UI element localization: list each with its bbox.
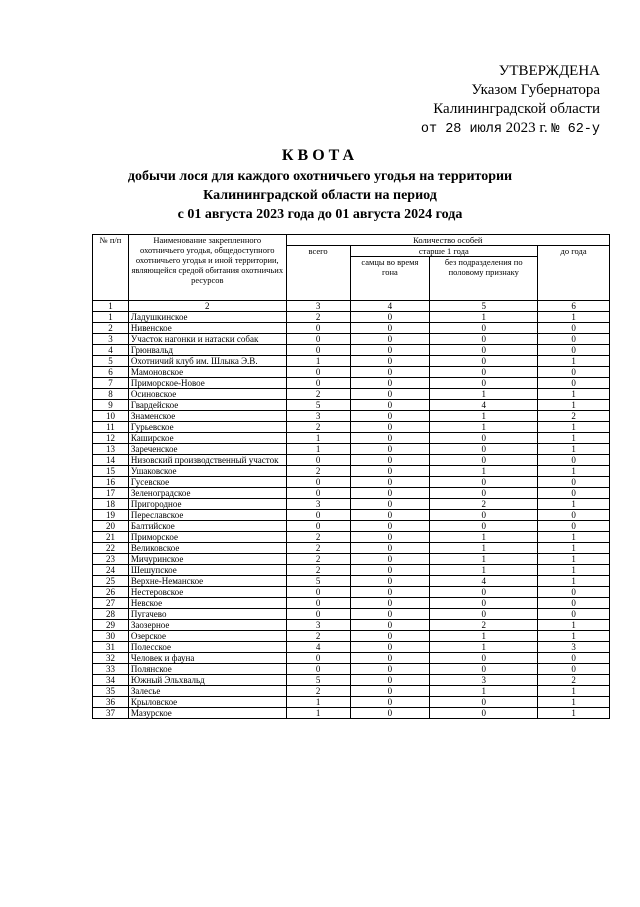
row-nosex: 0 <box>430 521 538 532</box>
table-row <box>93 609 610 620</box>
row-nosex: 1 <box>430 565 538 576</box>
row-num: 32 <box>93 653 129 664</box>
row-name: Гусевское <box>128 477 286 488</box>
row-males: 0 <box>350 466 430 477</box>
approval-line3: Калининградской области <box>433 101 600 117</box>
row-nosex: 0 <box>430 378 538 389</box>
table-row <box>93 334 610 345</box>
row-nosex: 1 <box>430 411 538 422</box>
row-males: 0 <box>350 543 430 554</box>
table-row <box>93 543 610 554</box>
row-males: 0 <box>350 367 430 378</box>
table-row <box>93 598 610 609</box>
row-nosex: 2 <box>430 620 538 631</box>
row-total: 0 <box>286 345 350 356</box>
row-males: 0 <box>350 521 430 532</box>
header-num: № п/п <box>93 235 129 301</box>
header-males: самцы во время гона <box>350 257 430 301</box>
row-num: 33 <box>93 664 129 675</box>
title-line3: Калининградской области на период <box>203 188 437 203</box>
row-num: 35 <box>93 686 129 697</box>
row-name: Низовский производственный участок <box>128 455 286 466</box>
row-num: 25 <box>93 576 129 587</box>
row-total: 2 <box>286 389 350 400</box>
row-nosex: 0 <box>430 510 538 521</box>
row-total: 3 <box>286 620 350 631</box>
row-name: Человек и фауна <box>128 653 286 664</box>
row-name: Гвардейское <box>128 400 286 411</box>
row-males: 0 <box>350 587 430 598</box>
row-males: 0 <box>350 653 430 664</box>
row-total: 0 <box>286 323 350 334</box>
table-row <box>93 323 610 334</box>
row-young: 1 <box>538 466 610 477</box>
row-young: 1 <box>538 620 610 631</box>
row-nosex: 1 <box>430 312 538 323</box>
row-nosex: 0 <box>430 433 538 444</box>
table-row <box>93 477 610 488</box>
table-row <box>93 510 610 521</box>
row-young: 1 <box>538 532 610 543</box>
row-young: 1 <box>538 312 610 323</box>
column-number: 1 <box>93 301 129 312</box>
table-row <box>93 466 610 477</box>
row-total: 0 <box>286 367 350 378</box>
column-number: 3 <box>286 301 350 312</box>
row-males: 0 <box>350 642 430 653</box>
row-young: 1 <box>538 543 610 554</box>
table-row <box>93 488 610 499</box>
table-row <box>93 367 610 378</box>
table-row <box>93 642 610 653</box>
row-nosex: 0 <box>430 323 538 334</box>
row-males: 0 <box>350 400 430 411</box>
row-total: 0 <box>286 378 350 389</box>
row-males: 0 <box>350 378 430 389</box>
quota-table <box>92 234 610 719</box>
row-name: Гурьевское <box>128 422 286 433</box>
approval-line1: УТВЕРЖДЕНА <box>498 63 600 79</box>
row-name: Полесское <box>128 642 286 653</box>
row-nosex: 0 <box>430 609 538 620</box>
row-young: 1 <box>538 389 610 400</box>
row-name: Заозерное <box>128 620 286 631</box>
row-total: 2 <box>286 565 350 576</box>
header-older: старше 1 года <box>350 246 538 257</box>
row-males: 0 <box>350 455 430 466</box>
table-row <box>93 620 610 631</box>
row-nosex: 0 <box>430 598 538 609</box>
row-young: 1 <box>538 565 610 576</box>
row-young: 1 <box>538 400 610 411</box>
row-nosex: 1 <box>430 554 538 565</box>
row-total: 0 <box>286 521 350 532</box>
row-name: Верхне-Неманское <box>128 576 286 587</box>
row-name: Переславское <box>128 510 286 521</box>
row-num: 11 <box>93 422 129 433</box>
row-name: Знаменское <box>128 411 286 422</box>
table-body <box>93 312 610 719</box>
table-row <box>93 455 610 466</box>
row-males: 0 <box>350 499 430 510</box>
column-number: 4 <box>350 301 430 312</box>
row-young: 3 <box>538 642 610 653</box>
row-young: 1 <box>538 686 610 697</box>
table-row <box>93 345 610 356</box>
row-nosex: 0 <box>430 356 538 367</box>
row-males: 0 <box>350 422 430 433</box>
row-name: Приморское-Новое <box>128 378 286 389</box>
column-number: 6 <box>538 301 610 312</box>
row-nosex: 1 <box>430 422 538 433</box>
table-row <box>93 664 610 675</box>
column-number: 5 <box>430 301 538 312</box>
row-name: Зареченское <box>128 444 286 455</box>
row-total: 3 <box>286 411 350 422</box>
row-total: 2 <box>286 466 350 477</box>
row-young: 0 <box>538 367 610 378</box>
table-row <box>93 521 610 532</box>
row-young: 0 <box>538 488 610 499</box>
row-num: 10 <box>93 411 129 422</box>
row-young: 1 <box>538 499 610 510</box>
row-males: 0 <box>350 620 430 631</box>
row-males: 0 <box>350 345 430 356</box>
row-males: 0 <box>350 323 430 334</box>
row-name: Охотничий клуб им. Шлыка Э.В. <box>128 356 286 367</box>
row-total: 1 <box>286 708 350 719</box>
row-total: 0 <box>286 587 350 598</box>
row-males: 0 <box>350 697 430 708</box>
approval-line4 <box>421 119 600 139</box>
row-nosex: 0 <box>430 334 538 345</box>
row-young: 0 <box>538 334 610 345</box>
row-name: Осиновское <box>128 389 286 400</box>
row-males: 0 <box>350 554 430 565</box>
row-males: 0 <box>350 334 430 345</box>
row-total: 0 <box>286 664 350 675</box>
row-young: 0 <box>538 323 610 334</box>
table-row <box>93 389 610 400</box>
row-total: 0 <box>286 653 350 664</box>
table-row <box>93 675 610 686</box>
row-males: 0 <box>350 444 430 455</box>
row-males: 0 <box>350 598 430 609</box>
row-young: 1 <box>538 631 610 642</box>
row-num: 29 <box>93 620 129 631</box>
row-num: 2 <box>93 323 129 334</box>
header-qty: Количество особей <box>286 235 609 246</box>
row-young: 2 <box>538 675 610 686</box>
row-nosex: 0 <box>430 664 538 675</box>
row-nosex: 4 <box>430 400 538 411</box>
row-num: 13 <box>93 444 129 455</box>
row-num: 27 <box>93 598 129 609</box>
row-name: Пугачево <box>128 609 286 620</box>
row-young: 0 <box>538 587 610 598</box>
row-num: 6 <box>93 367 129 378</box>
row-young: 1 <box>538 422 610 433</box>
row-total: 2 <box>286 686 350 697</box>
row-total: 2 <box>286 554 350 565</box>
row-total: 5 <box>286 675 350 686</box>
table-row <box>93 433 610 444</box>
table-row <box>93 444 610 455</box>
row-name: Балтийское <box>128 521 286 532</box>
row-total: 0 <box>286 598 350 609</box>
row-young: 0 <box>538 378 610 389</box>
row-name: Южный Эльхвальд <box>128 675 286 686</box>
row-name: Ушаковское <box>128 466 286 477</box>
row-males: 0 <box>350 411 430 422</box>
row-nosex: 1 <box>430 543 538 554</box>
row-nosex: 1 <box>430 631 538 642</box>
row-name: Великовское <box>128 543 286 554</box>
row-males: 0 <box>350 686 430 697</box>
row-num: 1 <box>93 312 129 323</box>
row-nosex: 1 <box>430 532 538 543</box>
row-num: 30 <box>93 631 129 642</box>
document-title <box>0 146 640 224</box>
row-males: 0 <box>350 488 430 499</box>
row-total: 1 <box>286 433 350 444</box>
row-males: 0 <box>350 708 430 719</box>
row-num: 20 <box>93 521 129 532</box>
row-name: Мичуринское <box>128 554 286 565</box>
row-young: 0 <box>538 510 610 521</box>
table-row <box>93 411 610 422</box>
row-num: 31 <box>93 642 129 653</box>
table-row <box>93 400 610 411</box>
row-nosex: 0 <box>430 367 538 378</box>
row-name: Пригородное <box>128 499 286 510</box>
row-num: 15 <box>93 466 129 477</box>
row-name: Ладушкинское <box>128 312 286 323</box>
row-males: 0 <box>350 433 430 444</box>
row-num: 8 <box>93 389 129 400</box>
row-num: 18 <box>93 499 129 510</box>
table-row <box>93 554 610 565</box>
row-num: 36 <box>93 697 129 708</box>
row-total: 5 <box>286 400 350 411</box>
row-num: 12 <box>93 433 129 444</box>
row-total: 0 <box>286 510 350 521</box>
row-nosex: 0 <box>430 345 538 356</box>
row-num: 7 <box>93 378 129 389</box>
approval-line2: Указом Губернатора <box>471 82 600 98</box>
row-males: 0 <box>350 312 430 323</box>
row-nosex: 2 <box>430 499 538 510</box>
row-name: Приморское <box>128 532 286 543</box>
row-num: 5 <box>93 356 129 367</box>
row-males: 0 <box>350 675 430 686</box>
table-row <box>93 312 610 323</box>
row-nosex: 0 <box>430 455 538 466</box>
row-males: 0 <box>350 477 430 488</box>
row-young: 0 <box>538 653 610 664</box>
row-name: Участок нагонки и натаски собак <box>128 334 286 345</box>
row-total: 0 <box>286 477 350 488</box>
row-total: 5 <box>286 576 350 587</box>
table-row <box>93 653 610 664</box>
table-row <box>93 631 610 642</box>
row-num: 37 <box>93 708 129 719</box>
row-total: 2 <box>286 312 350 323</box>
row-young: 1 <box>538 433 610 444</box>
row-total: 2 <box>286 422 350 433</box>
row-total: 0 <box>286 609 350 620</box>
header-name: Наименование закрепленного охотничьего угодья, общедоступного охотничьего угодья и иной территории, являющейся средой обитания охотничьих ресурсов <box>128 235 286 301</box>
row-nosex: 0 <box>430 488 538 499</box>
row-total: 1 <box>286 444 350 455</box>
row-young: 1 <box>538 554 610 565</box>
table-row <box>93 499 610 510</box>
row-name: Мамоновское <box>128 367 286 378</box>
approval-year: 2023 г. <box>505 120 548 136</box>
row-nosex: 1 <box>430 686 538 697</box>
row-males: 0 <box>350 631 430 642</box>
approval-number: № 62-у <box>551 122 600 137</box>
row-total: 2 <box>286 631 350 642</box>
row-total: 1 <box>286 356 350 367</box>
row-nosex: 0 <box>430 708 538 719</box>
row-males: 0 <box>350 510 430 521</box>
table-row <box>93 378 610 389</box>
row-nosex: 4 <box>430 576 538 587</box>
column-numbers-row <box>93 301 610 312</box>
table-row <box>93 422 610 433</box>
row-males: 0 <box>350 389 430 400</box>
row-total: 2 <box>286 543 350 554</box>
row-name: Грюнвальд <box>128 345 286 356</box>
approval-date: от 28 июля <box>420 122 502 137</box>
row-nosex: 0 <box>430 477 538 488</box>
row-num: 16 <box>93 477 129 488</box>
row-young: 1 <box>538 697 610 708</box>
row-num: 3 <box>93 334 129 345</box>
row-nosex: 3 <box>430 675 538 686</box>
row-num: 28 <box>93 609 129 620</box>
approval-stamp <box>421 62 600 139</box>
table-row <box>93 686 610 697</box>
row-total: 3 <box>286 499 350 510</box>
header-total: всего <box>286 246 350 301</box>
row-nosex: 0 <box>430 587 538 598</box>
table-row <box>93 532 610 543</box>
row-males: 0 <box>350 609 430 620</box>
row-young: 1 <box>538 356 610 367</box>
row-num: 23 <box>93 554 129 565</box>
header-young: до года <box>538 246 610 301</box>
table-row <box>93 708 610 719</box>
row-num: 21 <box>93 532 129 543</box>
row-total: 0 <box>286 334 350 345</box>
table-row <box>93 565 610 576</box>
row-young: 0 <box>538 664 610 675</box>
row-males: 0 <box>350 532 430 543</box>
title-line2: добычи лося для каждого охотничьего угодья на территории <box>127 169 513 184</box>
row-name: Невское <box>128 598 286 609</box>
row-name: Озерское <box>128 631 286 642</box>
row-males: 0 <box>350 565 430 576</box>
row-young: 2 <box>538 411 610 422</box>
row-total: 4 <box>286 642 350 653</box>
row-total: 2 <box>286 532 350 543</box>
row-name: Нестеровское <box>128 587 286 598</box>
row-nosex: 1 <box>430 466 538 477</box>
row-name: Зеленоградское <box>128 488 286 499</box>
row-num: 26 <box>93 587 129 598</box>
row-males: 0 <box>350 664 430 675</box>
row-name: Шешупское <box>128 565 286 576</box>
row-young: 1 <box>538 708 610 719</box>
row-num: 22 <box>93 543 129 554</box>
row-total: 0 <box>286 488 350 499</box>
row-total: 1 <box>286 697 350 708</box>
row-name: Залесье <box>128 686 286 697</box>
row-nosex: 0 <box>430 444 538 455</box>
row-young: 0 <box>538 521 610 532</box>
row-num: 9 <box>93 400 129 411</box>
row-males: 0 <box>350 356 430 367</box>
row-name: Крыловское <box>128 697 286 708</box>
row-total: 0 <box>286 455 350 466</box>
row-young: 0 <box>538 477 610 488</box>
table-row <box>93 587 610 598</box>
row-num: 14 <box>93 455 129 466</box>
row-name: Мазурское <box>128 708 286 719</box>
table-row <box>93 356 610 367</box>
row-nosex: 1 <box>430 389 538 400</box>
row-num: 34 <box>93 675 129 686</box>
table-row <box>93 697 610 708</box>
row-num: 24 <box>93 565 129 576</box>
row-num: 17 <box>93 488 129 499</box>
row-young: 0 <box>538 345 610 356</box>
title-line4: с 01 августа 2023 года до 01 августа 2024 года <box>177 207 463 222</box>
row-young: 0 <box>538 598 610 609</box>
row-nosex: 1 <box>430 642 538 653</box>
row-young: 1 <box>538 576 610 587</box>
row-young: 0 <box>538 609 610 620</box>
table-row <box>93 576 610 587</box>
row-num: 4 <box>93 345 129 356</box>
row-name: Полянское <box>128 664 286 675</box>
row-young: 1 <box>538 444 610 455</box>
row-males: 0 <box>350 576 430 587</box>
row-nosex: 0 <box>430 653 538 664</box>
row-num: 19 <box>93 510 129 521</box>
column-number: 2 <box>128 301 286 312</box>
header-nosex: без подразделения по половому признаку <box>430 257 538 301</box>
row-young: 0 <box>538 455 610 466</box>
row-name: Каширское <box>128 433 286 444</box>
row-nosex: 0 <box>430 697 538 708</box>
title-kvota: КВОТА <box>281 147 359 164</box>
row-name: Нивенское <box>128 323 286 334</box>
